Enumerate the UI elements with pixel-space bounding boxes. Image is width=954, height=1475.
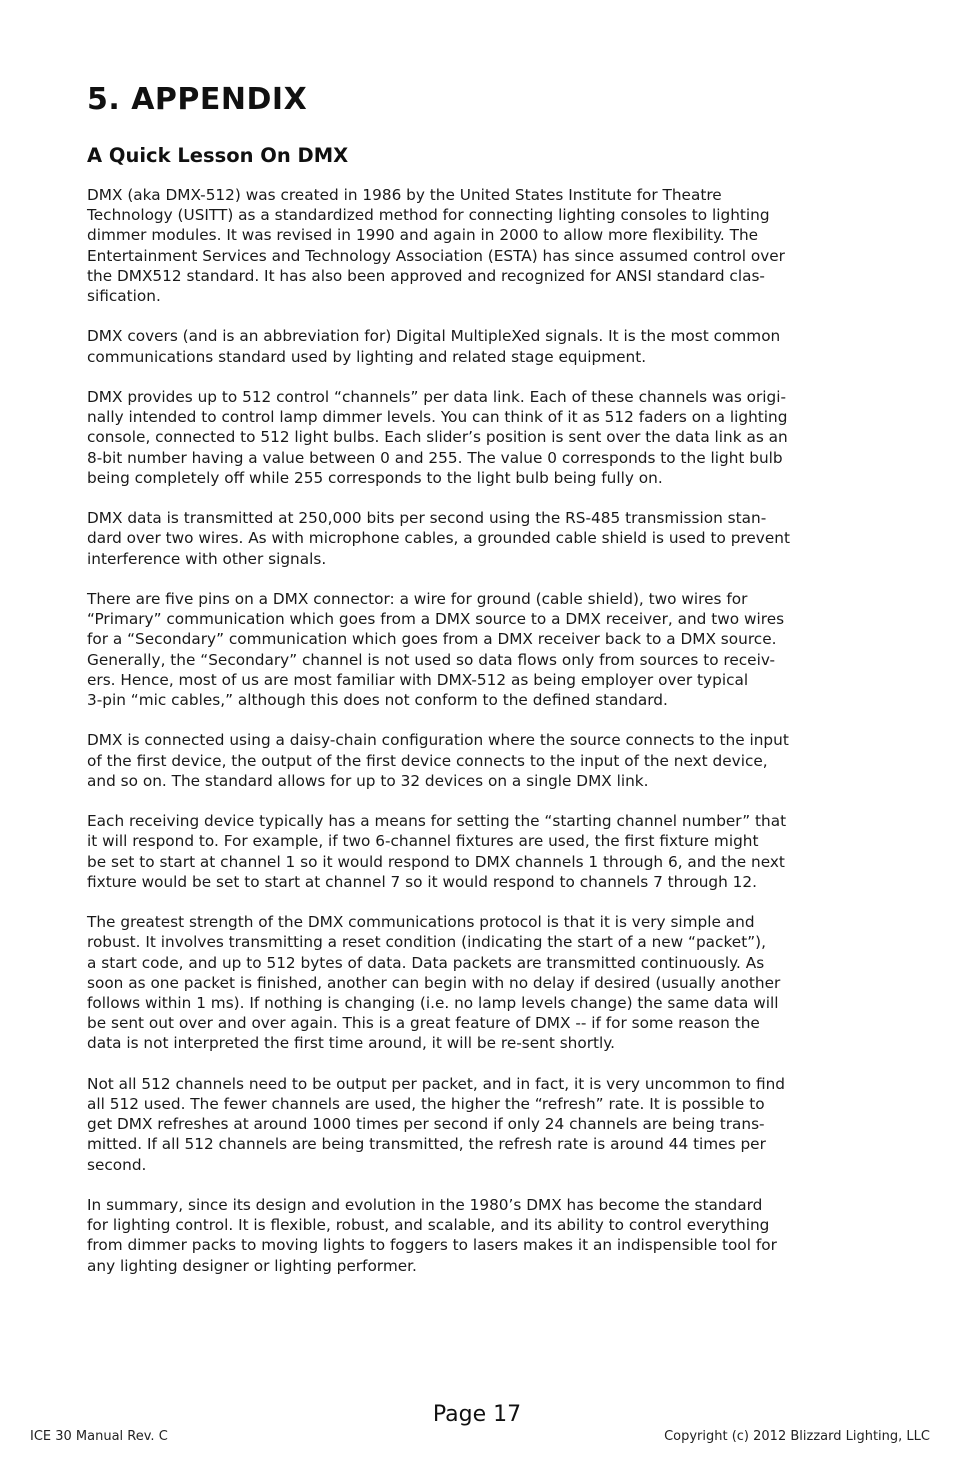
text-line: ers. Hence, most of us are most familiar with DMX-512 as being employer over typical bbox=[87, 670, 749, 689]
text-line: mitted. If all 512 channels are being transmitted, the refresh rate is around 44 times per bbox=[87, 1135, 766, 1154]
paragraph bbox=[87, 387, 877, 488]
text-line: 8-bit number having a value between 0 and 255. The value 0 corresponds to the light bulb bbox=[87, 448, 783, 467]
text-line: DMX data is transmitted at 250,000 bits per second using the RS-485 transmission stan- bbox=[87, 509, 767, 528]
body-text bbox=[87, 185, 877, 1296]
text-line: the DMX512 standard. It has also been approved and recognized for ANSI standard clas- bbox=[87, 266, 765, 285]
text-line: be sent out over and over again. This is a great feature of DMX -- if for some reason the bbox=[87, 1014, 760, 1033]
text-line: soon as one packet is finished, another can begin with no delay if desired (usually another bbox=[87, 973, 781, 992]
text-line: being completely off while 255 corresponds to the light bulb being fully on. bbox=[87, 468, 663, 487]
text-line: Generally, the “Secondary” channel is not used so data flows only from sources to receiv- bbox=[87, 650, 776, 669]
text-line: and so on. The standard allows for up to 32 devices on a single DMX link. bbox=[87, 771, 649, 790]
paragraph bbox=[87, 730, 877, 791]
text-line: DMX is connected using a daisy-chain configuration where the source connects to the input bbox=[87, 731, 789, 750]
paragraph bbox=[87, 589, 877, 710]
text-line: DMX provides up to 512 control “channels” per data link. Each of these channels was origi- bbox=[87, 388, 787, 406]
section-title: A Quick Lesson On DMX bbox=[87, 144, 349, 167]
text-line: of the first device, the output of the first device connects to the input of the next device, bbox=[87, 751, 768, 770]
paragraph bbox=[87, 912, 877, 1053]
paragraph bbox=[87, 185, 877, 306]
text-line: Each receiving device typically has a means for setting the “starting channel number” that bbox=[87, 812, 787, 831]
text-line: DMX (aka DMX-512) was created in 1986 by the United States Institute for Theatre bbox=[87, 186, 722, 204]
text-line: dimmer modules. It was revised in 1990 and again in 2000 to allow more flexibility. The bbox=[87, 226, 759, 245]
text-line: console, connected to 512 light bulbs. Each slider’s position is sent over the data link as an bbox=[87, 428, 788, 447]
paragraph bbox=[87, 811, 877, 892]
text-line: for a “Secondary” communication which goes from a DMX receiver back to a DMX source. bbox=[87, 630, 777, 649]
paragraph bbox=[87, 326, 877, 366]
text-line: There are five pins on a DMX connector: a wire for ground (cable shield), two wires for bbox=[87, 590, 748, 608]
text-line: In summary, since its design and evolution in the 1980’s DMX has become the standard bbox=[87, 1196, 763, 1215]
text-line: “Primary” communication which goes from a DMX source to a DMX receiver, and two wires bbox=[87, 610, 785, 629]
text-line: communications standard used by lighting and related stage equipment. bbox=[87, 347, 647, 366]
text-line: Technology (USITT) as a standardized method for connecting lighting consoles to lighting bbox=[87, 206, 770, 225]
text-line: nally intended to control lamp dimmer levels. You can think of it as 512 faders on a lighting bbox=[87, 408, 788, 427]
text-line: all 512 used. The fewer channels are used, the higher the “refresh” rate. It is possible to bbox=[87, 1095, 765, 1114]
text-line: any lighting designer or lighting performer. bbox=[87, 1256, 417, 1275]
text-line: dard over two wires. As with microphone cables, a grounded cable shield is used to prevent bbox=[87, 529, 790, 548]
text-line: sification. bbox=[87, 287, 161, 306]
paragraph bbox=[87, 1074, 877, 1175]
text-line: for lighting control. It is flexible, robust, and scalable, and its ability to control everything bbox=[87, 1216, 770, 1235]
text-line: interference with other signals. bbox=[87, 549, 327, 568]
text-line: data is not interpreted the first time around, it will be re-sent shortly. bbox=[87, 1034, 615, 1053]
text-line: from dimmer packs to moving lights to foggers to lasers makes it an indispensible tool for bbox=[87, 1236, 777, 1255]
text-line: second. bbox=[87, 1155, 147, 1174]
text-line: robust. It involves transmitting a reset condition (indicating the start of a new “packet”), bbox=[87, 933, 766, 952]
paragraph bbox=[87, 1195, 877, 1276]
text-line: DMX covers (and is an abbreviation for) Digital MultipleXed signals. It is the most common bbox=[87, 327, 781, 346]
text-line: a start code, and up to 512 bytes of data. Data packets are transmitted continuously. As bbox=[87, 953, 765, 972]
paragraph bbox=[87, 508, 877, 569]
text-line: 3-pin “mic cables,” although this does not conform to the defined standard. bbox=[87, 691, 668, 710]
text-line: Not all 512 channels need to be output per packet, and in fact, it is very uncommon to find bbox=[87, 1074, 785, 1093]
chapter-title: 5. APPENDIX bbox=[87, 82, 308, 117]
text-line: follows within 1 ms). If nothing is changing (i.e. no lamp levels change) the same data will bbox=[87, 994, 779, 1013]
text-line: be set to start at channel 1 so it would respond to DMX channels 1 through 6, and the next bbox=[87, 852, 785, 871]
text-line: The greatest strength of the DMX communications protocol is that it is very simple and bbox=[87, 913, 755, 932]
footer-copyright: Copyright (c) 2012 Blizzard Lighting, LLC bbox=[664, 1429, 930, 1444]
text-line: it will respond to. For example, if two 6-channel fixtures are used, the first fixture might bbox=[87, 832, 759, 851]
text-line: Entertainment Services and Technology Association (ESTA) has since assumed control over bbox=[87, 246, 785, 265]
page-number: Page 17 bbox=[432, 1402, 522, 1427]
footer-manual-revision: ICE 30 Manual Rev. C bbox=[30, 1429, 168, 1444]
text-line: get DMX refreshes at around 1000 times per second if only 24 channels are being trans- bbox=[87, 1115, 765, 1134]
text-line: fixture would be set to start at channel 7 so it would respond to channels 7 through 12. bbox=[87, 872, 757, 891]
